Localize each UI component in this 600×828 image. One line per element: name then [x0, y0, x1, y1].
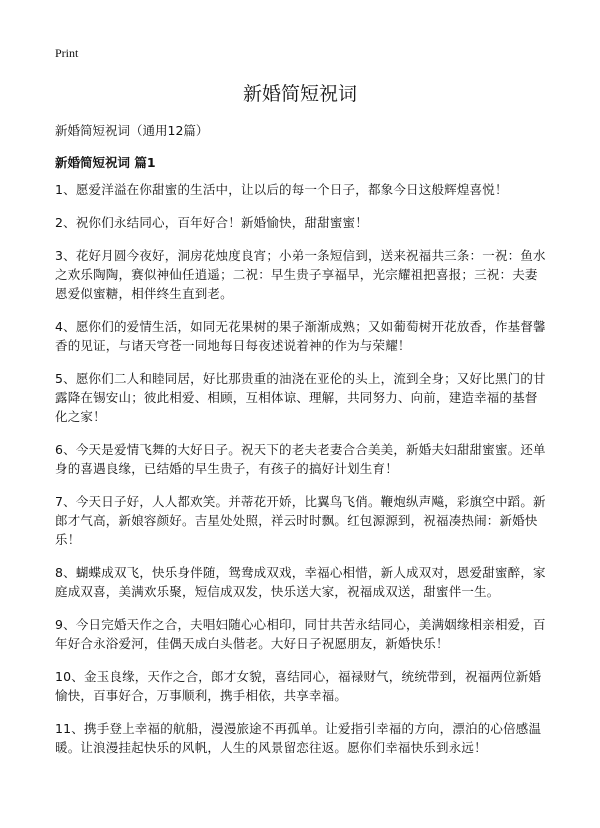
document-subtitle: 新婚简短祝词（通用12篇）	[55, 123, 209, 138]
paragraph-6: 6、今天是爱情飞舞的大好日子。祝天下的老夫老妻合合美美，新婚夫妇甜甜蜜蜜。还单身的喜遇良缘，已结婚的早生贵子，有孩子的搞好计划生育！	[55, 442, 546, 476]
paragraph-11: 11、携手登上幸福的航船，漫漫旅途不再孤单。让爱指引幸福的方向，漂泊的心倍感温暖。让浪漫挂起快乐的风帆，人生的风景留恋往返。愿你们幸福快乐到永远！	[55, 721, 542, 755]
paragraph-3: 3、花好月圆今夜好，洞房花烛度良宵；小弟一条短信到，送来祝福共三条：一祝：鱼水之欢乐陶陶，赛似神仙任逍遥；二祝：早生贵子享福早，光宗耀祖把喜报；三祝：夫妻恩爱似蜜糖，相伴终生直到老。	[55, 248, 546, 301]
paragraph-4: 4、愿你们的爱情生活，如同无花果树的果子渐渐成熟；又如葡萄树开花放香，作基督馨香的见证，与诸天穹苍一同地每日每夜述说着神的作为与荣耀！	[55, 319, 546, 353]
document-title: 新婚简短祝词	[242, 83, 357, 105]
print-link[interactable]: Print	[55, 46, 79, 60]
paragraph-2: 2、祝你们永结同心，百年好合！新婚愉快，甜甜蜜蜜！	[55, 215, 368, 230]
paragraph-5: 5、愿你们二人和睦同居，好比那贵重的油浇在亚伦的头上，流到全身；又好比黑门的甘露降在锡安山；彼此相爱、相顾，互相体谅、理解，共同努力、向前，建造幸福的基督化之家！	[55, 371, 546, 424]
paragraph-9: 9、今日完婚天作之合，夫唱妇随心心相印，同甘共苦永结同心，美满姻缘相亲相爱，百年好合永浴爱河，佳偶天成白头偕老。大好日子祝愿朋友，新婚快乐！	[55, 617, 546, 651]
paragraph-10: 10、金玉良缘，天作之合，郎才女貌，喜结同心，福禄财气，统统带到，祝福两位新婚愉快，百事好合，万事顺利，携手相依，共享幸福。	[55, 669, 542, 703]
paragraph-1: 1、愿爱洋溢在你甜蜜的生活中，让以后的每一个日子，都象今日这般辉煌喜悦！	[55, 182, 508, 197]
section-heading: 新婚简短祝词 篇1	[55, 155, 156, 170]
paragraph-7: 7、今天日子好，人人都欢笑。并蒂花开娇，比翼鸟飞俏。鞭炮纵声飚，彩旗空中蹈。新郎才气高，新娘容颜好。吉星处处照，祥云时时飘。红包源源到，祝福凑热闹：新婚快乐！	[55, 494, 546, 547]
paragraph-8: 8、蝴蝶成双飞，快乐身伴随，鸳鸯成双戏，幸福心相惜，新人成双对，恩爱甜蜜醉，家庭成双喜，美满欢乐聚，短信成双发，快乐送大家，祝福成双送，甜蜜伴一生。	[55, 565, 546, 599]
paragraph-list	[55, 180, 550, 771]
